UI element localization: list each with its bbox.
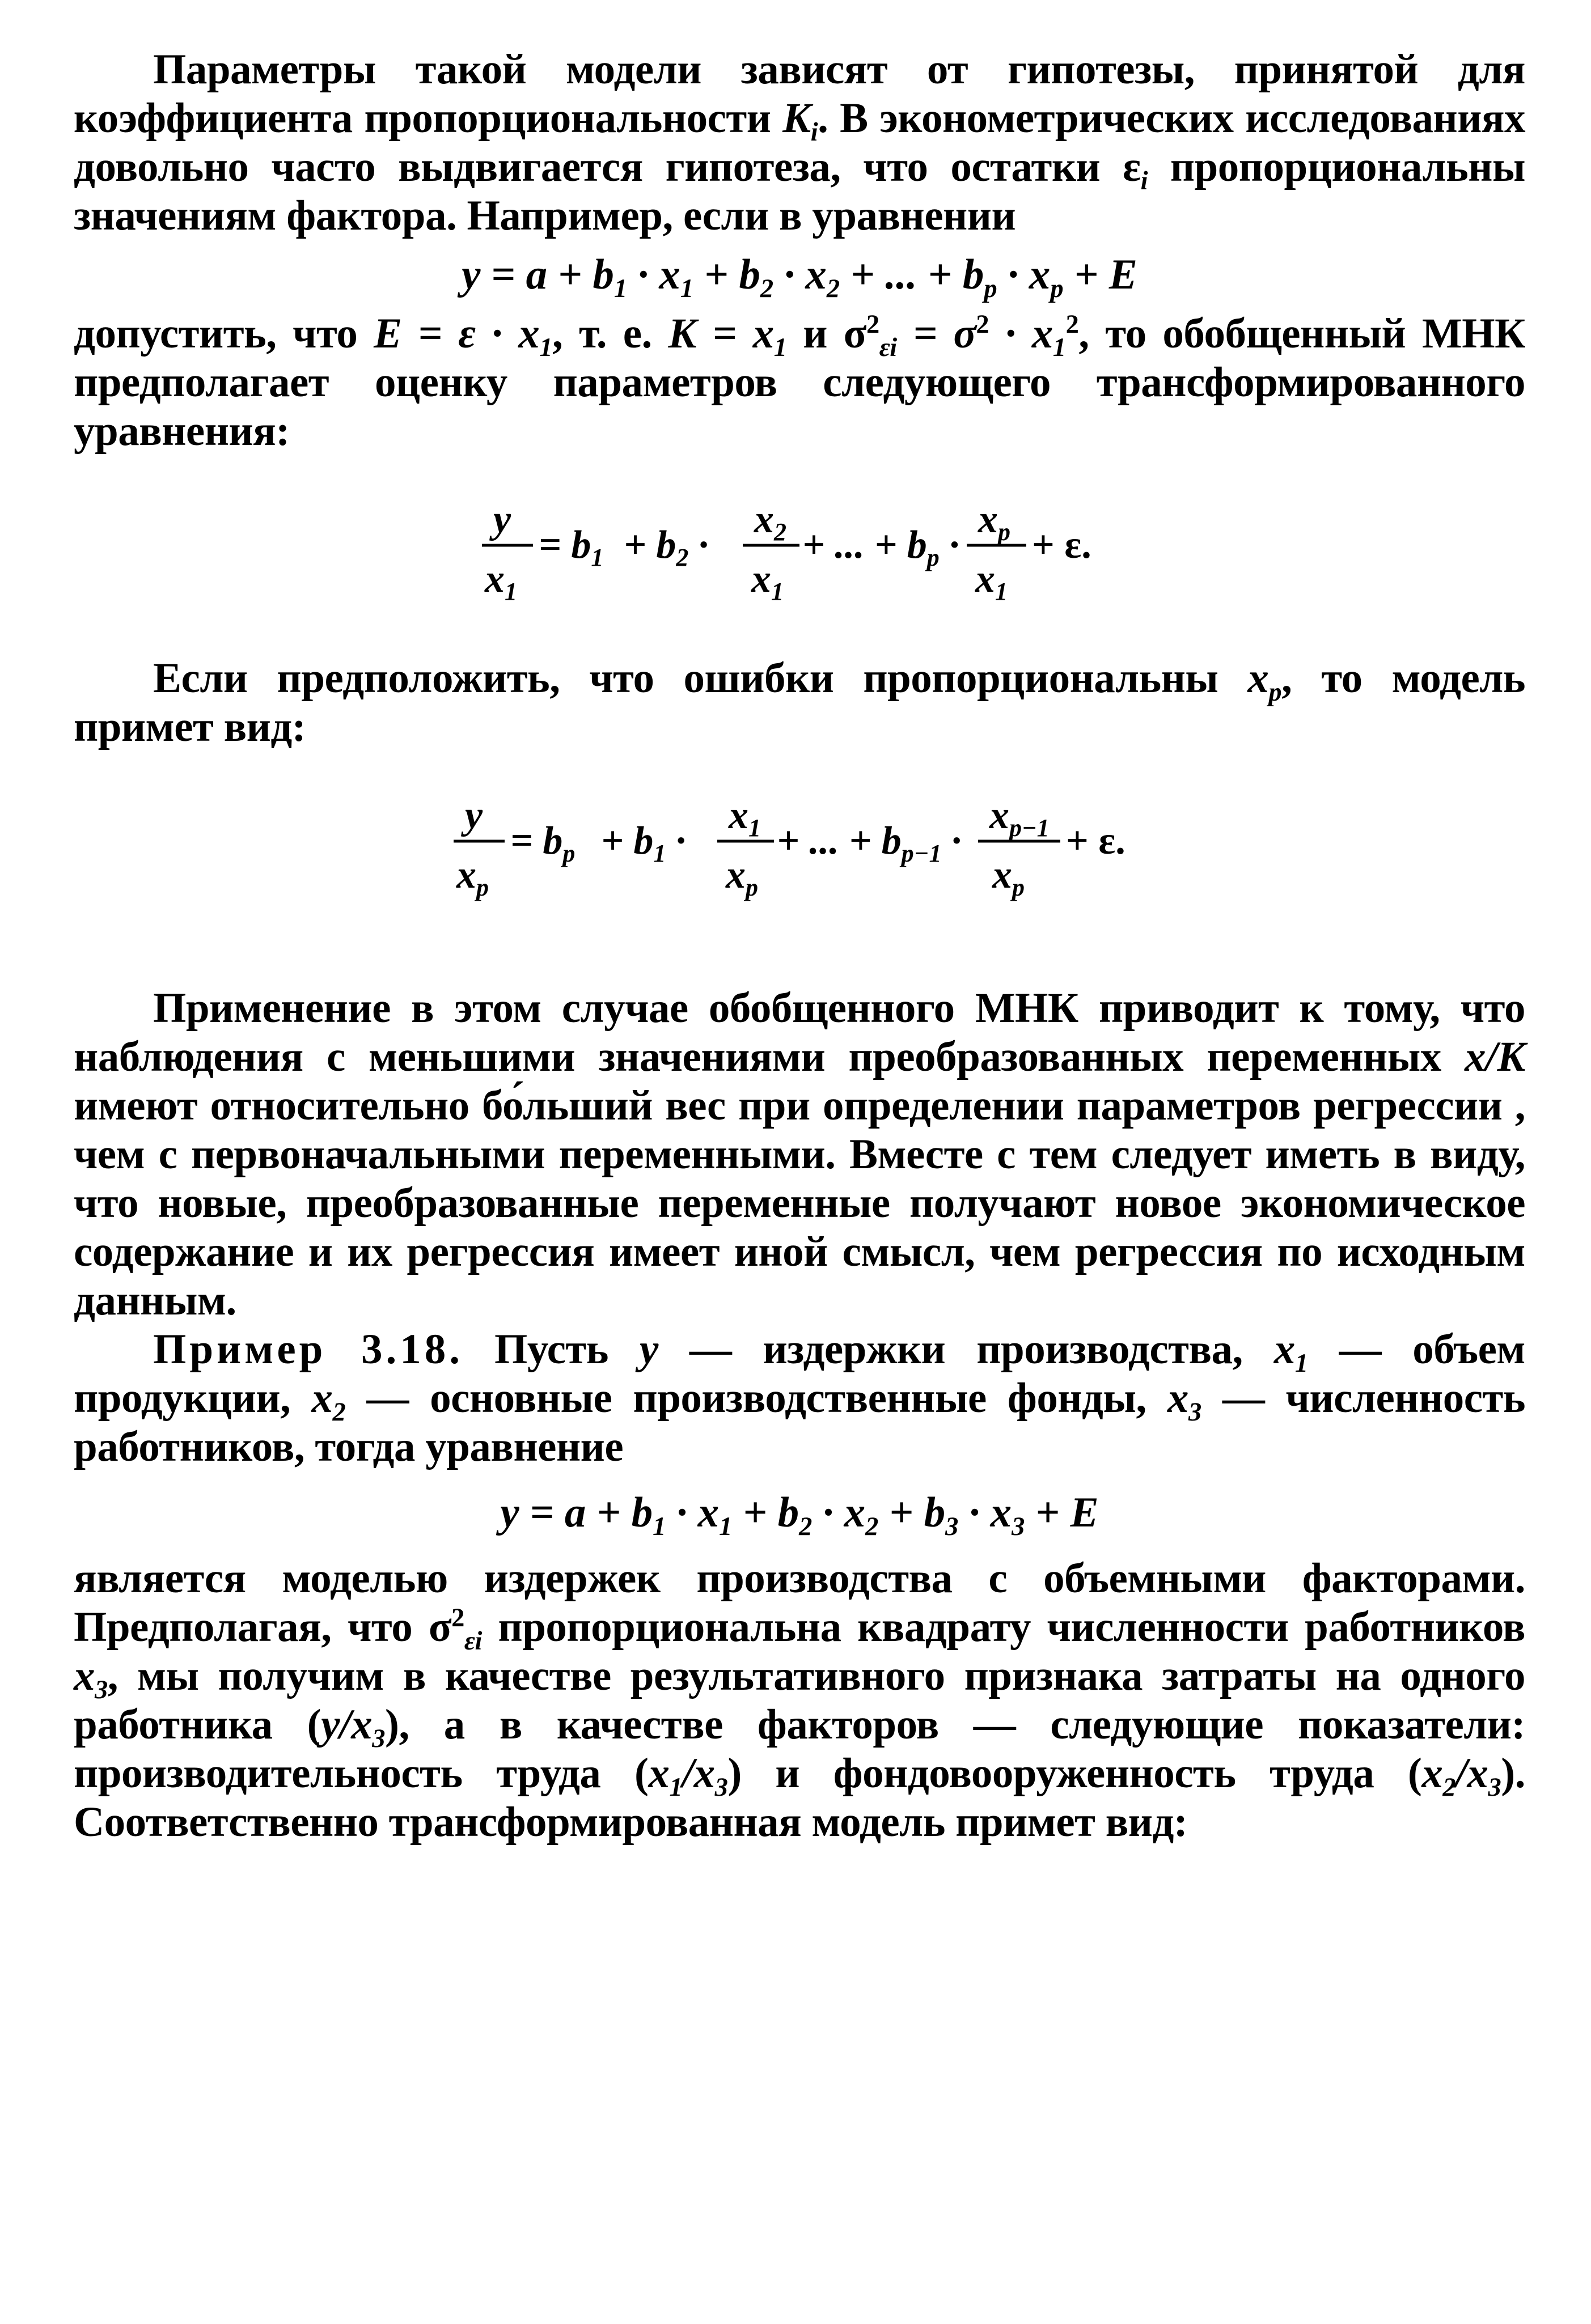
eq-part: + b — [732, 1489, 799, 1536]
var-x: x — [74, 1652, 95, 1699]
text: Если предположить, что ошибки пропорциональны — [153, 655, 1248, 702]
sub-1: 1 — [669, 1772, 683, 1802]
var-slx: /x — [682, 1750, 715, 1797]
eq-bp: = $b_p$ — [510, 819, 576, 867]
num-xpm1: $x_{p-1}$ — [989, 794, 1050, 842]
sub-1: 1 — [1052, 333, 1066, 362]
sub-1: 1 — [613, 274, 628, 303]
den-xp: $x_p$ — [456, 853, 489, 901]
eq-end: + ε. — [1032, 523, 1091, 567]
sub-3: 3 — [1012, 1512, 1025, 1541]
num-y: y — [493, 498, 511, 541]
num-y: y — [465, 794, 483, 837]
text: — объем продукции, — [74, 1326, 1525, 1422]
sub-2: 2 — [865, 1512, 879, 1541]
text: Применение в этом случае обобщенного МНК приводит к тому, что наблюдения с меньшими значениями преобразованных переменных — [74, 985, 1525, 1080]
eq-end: + ε. — [1066, 819, 1125, 863]
var-x: x — [311, 1375, 333, 1422]
var-x: x — [1167, 1375, 1188, 1422]
text: имеют относительно бо́льший вес при определении параметров регрессии , чем с первоначальными переменными. Вместе с тем следует иметь в виду, что новые, преобразованные переменные получают новое экономическое содержание и их регрессия имеет иной смысл, чем регрессия по исходным данным. — [74, 1082, 1525, 1324]
text: — издержки производства, — [658, 1326, 1274, 1373]
den-x1: $x_1$ — [751, 557, 784, 605]
sup-2: 2 — [976, 310, 989, 340]
sub-2: 2 — [826, 274, 840, 303]
var-y: y — [639, 1326, 658, 1373]
text: , т. е. — [552, 310, 668, 357]
eq-part: + E — [1025, 1489, 1099, 1536]
text: ) и фондовооруженность труда ( — [727, 1750, 1422, 1797]
var-y: y — [500, 1489, 519, 1536]
den-x1: $x_1$ — [485, 557, 517, 605]
den-x1: $x_1$ — [975, 557, 1008, 605]
eq-bp: + ... + $b_p$ · — [802, 523, 959, 571]
eq-b2: + $b_2$ · — [624, 523, 709, 571]
eq-part: + b — [693, 251, 760, 298]
example-label: Пример 3.18. — [153, 1326, 463, 1373]
sub-2: 2 — [332, 1397, 346, 1427]
text: ). Соответственно трансформированная модель примет вид: — [74, 1750, 1525, 1846]
var-y: y — [321, 1701, 340, 1748]
text: пропорциональны значениям фактора. Например, если в уравнении — [74, 143, 1525, 239]
sup-2: 2 — [1065, 310, 1079, 340]
text: , мы получим в качестве результативного признака затраты на одного работника ( — [74, 1652, 1525, 1748]
num-x2: $x_2$ — [754, 498, 786, 546]
sub-p: p — [1050, 274, 1064, 303]
var-E: E — [374, 310, 402, 357]
var-K: K — [668, 310, 697, 357]
var-slx: /x — [1455, 1750, 1488, 1797]
paragraph-3 — [74, 654, 1525, 752]
text: , то модель примет вид: — [74, 655, 1525, 750]
paragraph-5 — [74, 1325, 1525, 1471]
eq-part: · x — [666, 1489, 720, 1536]
text: · x — [989, 310, 1053, 357]
text: Параметры такой модели зависят от гипотезы, принятой для коэффициента пропорциональности — [74, 46, 1525, 142]
sub-p: p — [984, 274, 997, 303]
den-xp: $x_p$ — [726, 853, 758, 901]
paragraph-2 — [74, 309, 1525, 456]
sub-1: 1 — [1294, 1348, 1308, 1378]
sup-2: 2 — [451, 1604, 464, 1633]
text: = σ — [896, 310, 976, 357]
text: и σ — [786, 310, 866, 357]
sub-3: 3 — [1488, 1772, 1501, 1802]
sub-ei: εi — [464, 1626, 482, 1656]
eq-part: · x — [958, 1489, 1012, 1536]
equation-4 — [74, 1488, 1525, 1541]
eq-part: · x — [773, 251, 827, 298]
page — [74, 45, 1525, 1847]
num-xp: $x_p$ — [978, 498, 1010, 546]
text: , то обобщенный МНК предполагает оценку параметров следующего трансформированного уравнения: — [74, 310, 1525, 455]
sub-1: 1 — [719, 1512, 733, 1541]
paragraph-1 — [74, 45, 1525, 240]
sub-i: i — [1140, 166, 1148, 196]
eq-part: · x — [997, 251, 1051, 298]
eq-part: + ... + b — [840, 251, 984, 298]
sub-p: p — [1268, 677, 1282, 707]
var-y: y — [462, 251, 481, 298]
equation-2-svg — [459, 478, 1140, 614]
equation-3-svg — [431, 774, 1168, 910]
eq-b1: + $b_1$ · — [601, 819, 686, 867]
var-x: x — [648, 1750, 670, 1797]
equation-3 — [74, 774, 1525, 910]
sub-1: 1 — [539, 333, 553, 362]
sub-3: 3 — [945, 1512, 959, 1541]
var-x: x — [1421, 1750, 1443, 1797]
sub-3: 3 — [95, 1675, 108, 1704]
text: = x — [696, 310, 774, 357]
paragraph-4 — [74, 984, 1525, 1325]
sub-3: 3 — [372, 1724, 385, 1753]
sub-3: 3 — [1188, 1397, 1201, 1427]
var-eps: ε — [1123, 143, 1141, 190]
var-x: x — [1273, 1326, 1295, 1373]
eq-bpm1: + ... + $b_{p-1}$ · — [777, 819, 962, 867]
equation-1 — [74, 251, 1525, 303]
eq-b1: = $b_1$ — [539, 523, 604, 571]
sub-i: i — [810, 117, 818, 147]
sub-2: 2 — [1442, 1772, 1456, 1802]
text: — численность работников, тогда уравнение — [74, 1375, 1525, 1470]
sub-2: 2 — [799, 1512, 813, 1541]
eq-part: · x — [812, 1489, 866, 1536]
sub-2: 2 — [760, 274, 774, 303]
paragraph-6 — [74, 1554, 1525, 1847]
text: ), а в качестве факторов — следующие показатели: производительность труда ( — [74, 1701, 1525, 1797]
eq-part: = a + b — [480, 251, 614, 298]
sub-3: 3 — [714, 1772, 728, 1802]
eq-part: + E — [1063, 251, 1137, 298]
sup-2: 2 — [866, 310, 879, 340]
var-x: x — [1247, 655, 1269, 702]
var-K: K — [782, 95, 811, 142]
text: — основные производственные фонды, — [345, 1375, 1167, 1422]
text: допустить, что — [74, 310, 374, 357]
text: Пусть — [463, 1326, 640, 1373]
equation-2 — [74, 478, 1525, 614]
num-x1: $x_1$ — [729, 794, 761, 842]
eq-part: = a + b — [519, 1489, 653, 1536]
text: пропорциональна квадрату численности работников — [481, 1604, 1525, 1651]
eq-part: + b — [878, 1489, 946, 1536]
sub-1: 1 — [680, 274, 694, 303]
eq-part: · x — [627, 251, 680, 298]
text: является моделью издержек производства с объемными факторами. Предполагая, что σ — [74, 1555, 1525, 1651]
den-xp: $x_p$ — [992, 853, 1025, 901]
sub-ei: εi — [879, 333, 897, 362]
sub-1: 1 — [773, 333, 787, 362]
sub-1: 1 — [653, 1512, 666, 1541]
text: = ε · x — [401, 310, 540, 357]
var-xK: x/K — [1465, 1033, 1525, 1080]
text: . В эконометрических исследованиях довольно часто выдвигается гипотеза, что остатки — [74, 95, 1525, 190]
var-slx: /x — [339, 1701, 373, 1748]
